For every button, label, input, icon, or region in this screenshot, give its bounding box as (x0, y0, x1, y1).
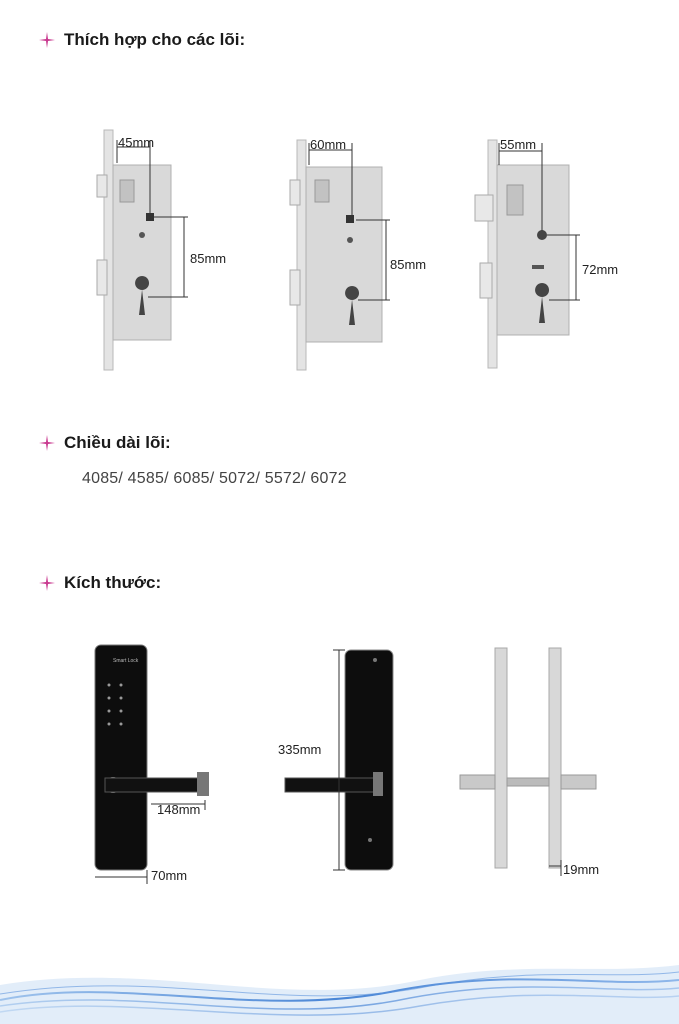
sparkle-plus-icon (38, 434, 56, 452)
mortise-1 (97, 130, 188, 370)
decorative-wave (0, 940, 679, 1024)
section-title-cores (38, 30, 245, 50)
mortise-2-backset: 60mm (310, 137, 347, 152)
lock-side-view (285, 650, 393, 870)
mortise-2-distance: 85mm (390, 257, 427, 272)
mortise-3-backset: 55mm (500, 137, 537, 152)
core-length-values: 4085/ 4585/ 6085/ 5072/ 5572/ 6072 (82, 470, 347, 487)
lock-front-view (95, 645, 209, 884)
front-width-label: 70mm (151, 868, 188, 883)
dimensions-title: Kích thước: (64, 573, 162, 592)
mortise-3-distance: 72mm (582, 262, 619, 277)
mortise-3 (475, 140, 580, 368)
body-height-label: 335mm (278, 742, 322, 757)
section-title-core-length (38, 433, 171, 453)
mortise-2 (290, 140, 390, 370)
sparkle-plus-icon (38, 31, 56, 49)
core-length-title: Chiều dài lõi: (64, 433, 171, 452)
section-title-dimensions (38, 573, 161, 593)
sparkle-plus-icon (38, 574, 56, 592)
lock-rod-view (460, 648, 596, 876)
handle-length-label: 148mm (157, 802, 201, 817)
mortise-diagrams (80, 125, 640, 375)
lock-dimension-diagrams (85, 640, 645, 890)
mortise-1-backset: 45mm (118, 135, 155, 150)
mortise-1-distance: 85mm (190, 251, 227, 266)
lock-brand-label: Smart Lock (113, 658, 139, 664)
cores-title: Thích hợp cho các lõi: (64, 30, 246, 49)
rod-width-label: 19mm (563, 862, 600, 877)
